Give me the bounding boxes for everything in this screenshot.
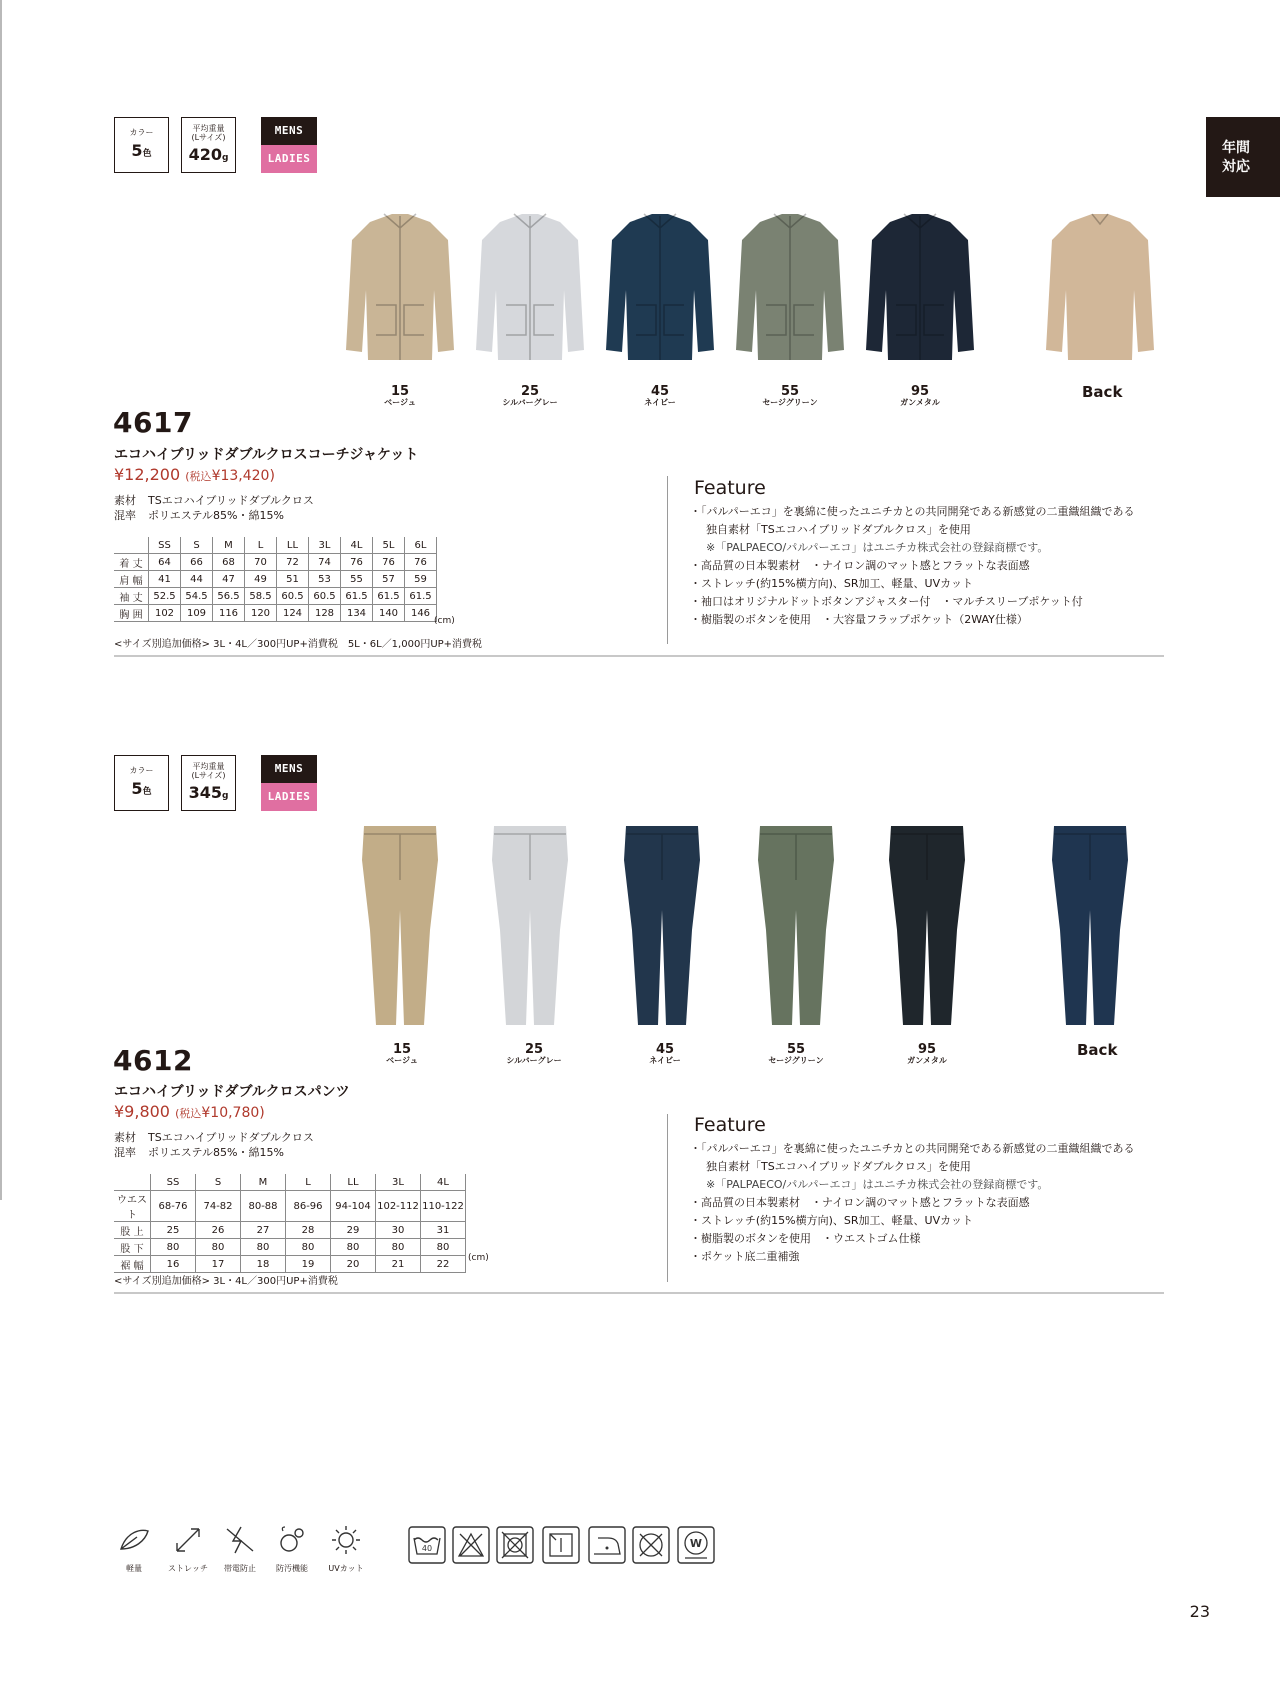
size-cell: 80	[376, 1239, 421, 1256]
mens-badge: MENS	[261, 117, 317, 145]
size-cell: 18	[241, 1256, 286, 1273]
material-info	[114, 493, 314, 523]
product-name: エコハイブリッドダブルクロスコーチジャケット	[114, 447, 419, 463]
size-header-cell: SS	[149, 537, 181, 554]
section-divider	[114, 655, 1164, 657]
size-header-cell: S	[181, 537, 213, 554]
size-cell: 31	[421, 1222, 466, 1239]
category-tab	[1206, 117, 1280, 197]
feature-item: ・「パルパーエコ」を裏綿に使ったユニチカとの共同開発である新感覚の二重織組織である	[690, 505, 1135, 518]
badge-value: 345g	[188, 783, 229, 802]
size-header-cell: 3L	[309, 537, 341, 554]
badge-value: 5色	[131, 141, 152, 160]
feature-item: ・樹脂製のボタンを使用 ・大容量フラップポケット（2WAY仕様）	[690, 613, 1028, 626]
size-header-row	[114, 1174, 466, 1191]
size-cell: 80	[196, 1239, 241, 1256]
color-label-45: 45 ネイビー	[649, 1042, 681, 1065]
size-cell: 146	[405, 605, 437, 622]
no-tumble-dry-icon	[496, 1526, 534, 1564]
size-row	[114, 1256, 466, 1273]
size-cell: 51	[277, 571, 309, 588]
size-cell: 55	[341, 571, 373, 588]
blend-value: ポリエステル85%・綿15%	[148, 509, 284, 522]
size-cell: 21	[376, 1256, 421, 1273]
line-dry-shade-icon	[542, 1526, 580, 1564]
product-number: 4612	[113, 1044, 193, 1077]
size-cell: 19	[286, 1256, 331, 1273]
feature-item: ・袖口はオリジナルドットボタンアジャスター付 ・マルチスリーブポケット付	[690, 595, 1083, 608]
wash-temp-text: 40	[421, 1544, 433, 1553]
feature-item: ※「PALPAECO/パルパーエコ」はユニチカ株式会社の登録商標です。	[706, 541, 1049, 554]
section-divider	[114, 1292, 1164, 1294]
back-label: Back	[1077, 1041, 1118, 1059]
size-cell: 25	[151, 1222, 196, 1239]
unit-label: (cm)	[434, 616, 455, 626]
feature-title: Feature	[694, 1114, 766, 1136]
extra-price-note: <サイズ別追加価格> 3L・4L／300円UP+消費税 5L・6L／1,000円UP+消費税	[114, 639, 483, 650]
antistatic-icon: 帯電防止	[214, 1525, 266, 1574]
size-cell: 109	[181, 605, 213, 622]
size-cell: 58.5	[245, 588, 277, 605]
size-cell: 22	[421, 1256, 466, 1273]
size-header-row	[114, 537, 437, 554]
size-cell: 66	[181, 554, 213, 571]
uv-cut-icon: UVカット	[320, 1525, 372, 1574]
size-header-cell: 5L	[373, 537, 405, 554]
size-row	[114, 571, 437, 588]
material-label: 素材	[114, 494, 136, 507]
size-cell: 61.5	[405, 588, 437, 605]
size-row	[114, 1239, 466, 1256]
size-header-cell: M	[213, 537, 245, 554]
color-label-95: 95 ガンメタル	[900, 384, 940, 407]
color-label-55: 55 セージグリーン	[762, 384, 818, 407]
color-label-25: 25 シルバーグレー	[502, 384, 558, 407]
size-header-cell: S	[196, 1174, 241, 1191]
extra-price-note: <サイズ別追加価格> 3L・4L／300円UP+消費税	[114, 1276, 338, 1287]
material-value: TSエコハイブリッドダブルクロス	[148, 1131, 314, 1144]
feature-item: ・高品質の日本製素材 ・ナイロン調のマット感とフラットな表面感	[690, 1196, 1030, 1209]
divider-vertical	[667, 476, 668, 644]
ladies-badge: LADIES	[261, 145, 317, 173]
size-cell: 54.5	[181, 588, 213, 605]
size-cell: 80	[286, 1239, 331, 1256]
badge-label: 平均重量	[192, 124, 225, 133]
ladies-badge: LADIES	[261, 783, 317, 811]
feature-list	[690, 1140, 1135, 1266]
color-label-15: 15 ベージュ	[384, 384, 416, 407]
product-price: ¥12,200 (税込¥13,420)	[114, 465, 275, 484]
page-edge-line	[0, 0, 2, 1200]
color-label-45: 45 ネイビー	[644, 384, 676, 407]
color-count-badge	[114, 755, 169, 811]
size-cell: 124	[277, 605, 309, 622]
category-tab-line2: 対応	[1222, 159, 1250, 175]
size-header-cell: LL	[331, 1174, 376, 1191]
size-row	[114, 554, 437, 571]
jacket-back	[1046, 214, 1154, 360]
size-cell: 60.5	[277, 588, 309, 605]
size-cell: 80	[421, 1239, 466, 1256]
feature-item: ・ストレッチ(約15%横方向)、SR加工、軽量、UVカット	[690, 1214, 974, 1227]
size-cell: 74-82	[196, 1191, 241, 1222]
size-cell: 140	[373, 605, 405, 622]
size-row-label: 肩 幅	[114, 571, 149, 588]
size-cell: 61.5	[341, 588, 373, 605]
product-number: 4617	[113, 406, 193, 439]
size-cell: 80	[331, 1239, 376, 1256]
no-dry-clean-icon	[632, 1526, 670, 1564]
iron-low-icon	[588, 1526, 626, 1564]
size-cell: 80	[151, 1239, 196, 1256]
product-price: ¥9,800 (税込¥10,780)	[114, 1102, 265, 1121]
feature-item: ・樹脂製のボタンを使用 ・ウエストゴム仕様	[690, 1232, 921, 1245]
material-value: TSエコハイブリッドダブルクロス	[148, 494, 314, 507]
badge-label: 平均重量	[192, 762, 225, 771]
size-cell: 94-104	[331, 1191, 376, 1222]
wet-clean-text: W	[689, 1537, 703, 1550]
size-table	[114, 1174, 466, 1273]
size-cell: 44	[181, 571, 213, 588]
feature-title: Feature	[694, 477, 766, 499]
badge-label: カラー	[129, 766, 154, 775]
size-cell: 134	[341, 605, 373, 622]
material-info	[114, 1130, 314, 1160]
color-label-55: 55 セージグリーン	[768, 1042, 824, 1065]
size-corner-cell	[114, 1174, 151, 1191]
size-cell: 76	[341, 554, 373, 571]
size-header-cell: 3L	[376, 1174, 421, 1191]
size-cell: 120	[245, 605, 277, 622]
back-label: Back	[1082, 383, 1123, 401]
mens-badge: MENS	[261, 755, 317, 783]
blend-value: ポリエステル85%・綿15%	[148, 1146, 284, 1159]
product-name: エコハイブリッドダブルクロスパンツ	[114, 1084, 350, 1100]
badge-label: (Lサイズ)	[191, 771, 226, 780]
badge-label: (Lサイズ)	[191, 133, 226, 142]
size-corner-cell	[114, 537, 149, 554]
blend-label: 混率	[114, 509, 136, 522]
size-cell: 86-96	[286, 1191, 331, 1222]
size-cell: 57	[373, 571, 405, 588]
feature-item: ・ポケット底二重補強	[690, 1250, 800, 1263]
size-cell: 20	[331, 1256, 376, 1273]
size-header-cell: 4L	[421, 1174, 466, 1191]
size-header-cell: 4L	[341, 537, 373, 554]
size-cell: 70	[245, 554, 277, 571]
size-row-label: 着 丈	[114, 554, 149, 571]
wet-clean-icon	[677, 1526, 715, 1564]
size-cell: 56.5	[213, 588, 245, 605]
size-cell: 60.5	[309, 588, 341, 605]
size-cell: 47	[213, 571, 245, 588]
size-cell: 116	[213, 605, 245, 622]
size-cell: 61.5	[373, 588, 405, 605]
badge-value: 420g	[188, 145, 229, 164]
feature-item: ・ストレッチ(約15%横方向)、SR加工、軽量、UVカット	[690, 577, 974, 590]
size-cell: 76	[373, 554, 405, 571]
size-cell: 68-76	[151, 1191, 196, 1222]
size-row-label: 股 下	[114, 1239, 151, 1256]
size-cell: 102-112	[376, 1191, 421, 1222]
size-cell: 102	[149, 605, 181, 622]
size-row-label: ウエスト	[114, 1191, 151, 1222]
unit-label: (cm)	[468, 1253, 489, 1263]
feature-list	[690, 503, 1135, 629]
size-cell: 64	[149, 554, 181, 571]
size-cell: 110-122	[421, 1191, 466, 1222]
size-cell: 52.5	[149, 588, 181, 605]
size-row-label: 股 上	[114, 1222, 151, 1239]
size-header-cell: SS	[151, 1174, 196, 1191]
pants-photos	[340, 820, 1140, 1030]
size-cell: 17	[196, 1256, 241, 1273]
divider-vertical	[667, 1114, 668, 1282]
blend-label: 混率	[114, 1146, 136, 1159]
size-header-cell: 6L	[405, 537, 437, 554]
size-cell: 68	[213, 554, 245, 571]
size-row	[114, 1222, 466, 1239]
stretch-arrows-icon: ストレッチ	[162, 1525, 214, 1574]
size-row-label: 裾 幅	[114, 1256, 151, 1273]
weight-badge	[181, 117, 236, 173]
size-header-cell: L	[245, 537, 277, 554]
size-cell: 41	[149, 571, 181, 588]
size-cell: 30	[376, 1222, 421, 1239]
size-cell: 28	[286, 1222, 331, 1239]
size-header-cell: M	[241, 1174, 286, 1191]
size-row	[114, 1191, 466, 1222]
size-header-cell: LL	[277, 537, 309, 554]
no-bleach-icon	[452, 1526, 490, 1564]
page-number: 23	[1189, 1602, 1210, 1621]
size-header-cell: L	[286, 1174, 331, 1191]
size-cell: 128	[309, 605, 341, 622]
material-label: 素材	[114, 1131, 136, 1144]
color-label-25: 25 シルバーグレー	[506, 1042, 562, 1065]
jacket-photos	[330, 210, 1170, 370]
category-tab-line1: 年間	[1222, 140, 1250, 156]
size-table	[114, 537, 437, 622]
color-count-badge	[114, 117, 169, 173]
wash-40-icon	[408, 1526, 446, 1564]
size-cell: 74	[309, 554, 341, 571]
size-cell: 59	[405, 571, 437, 588]
size-row	[114, 588, 437, 605]
size-row-label: 袖 丈	[114, 588, 149, 605]
size-row-label: 胸 囲	[114, 605, 149, 622]
feature-item: ※「PALPAECO/パルパーエコ」はユニチカ株式会社の登録商標です。	[706, 1178, 1049, 1191]
feature-item: ・高品質の日本製素材 ・ナイロン調のマット感とフラットな表面感	[690, 559, 1030, 572]
size-cell: 49	[245, 571, 277, 588]
stain-guard-icon: 防汚機能	[266, 1525, 318, 1574]
feather-icon: 軽量	[108, 1525, 160, 1574]
size-cell: 29	[331, 1222, 376, 1239]
badge-value: 5色	[131, 779, 152, 798]
size-cell: 72	[277, 554, 309, 571]
size-cell: 76	[405, 554, 437, 571]
color-label-95: 95 ガンメタル	[907, 1042, 947, 1065]
size-cell: 27	[241, 1222, 286, 1239]
badge-label: カラー	[129, 128, 154, 137]
size-cell: 16	[151, 1256, 196, 1273]
size-cell: 80	[241, 1239, 286, 1256]
color-label-15: 15 ベージュ	[386, 1042, 418, 1065]
feature-item: ・「パルパーエコ」を裏綿に使ったユニチカとの共同開発である新感覚の二重織組織である	[690, 1142, 1135, 1155]
feature-item: 独自素材「TSエコハイブリッドダブルクロス」を使用	[706, 523, 971, 536]
feature-item: 独自素材「TSエコハイブリッドダブルクロス」を使用	[706, 1160, 971, 1173]
size-row	[114, 605, 437, 622]
size-cell: 53	[309, 571, 341, 588]
weight-badge	[181, 755, 236, 811]
size-cell: 26	[196, 1222, 241, 1239]
size-cell: 80-88	[241, 1191, 286, 1222]
